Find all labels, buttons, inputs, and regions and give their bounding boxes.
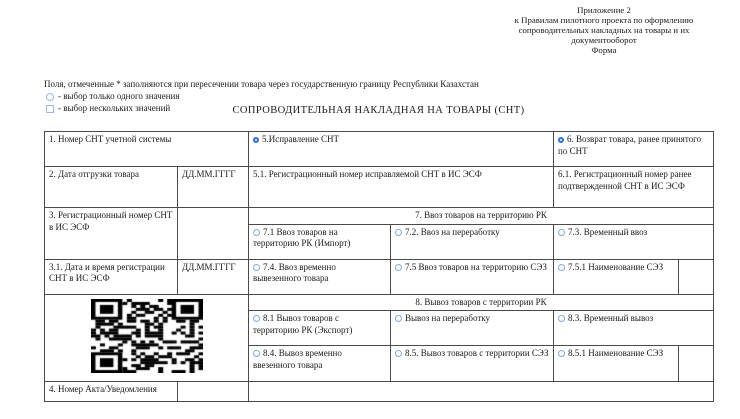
radio-circle-icon <box>46 93 54 101</box>
field-4-label-cell <box>45 382 178 402</box>
field-7-3-cell <box>554 224 714 259</box>
table-row <box>45 208 714 225</box>
field-3-label: 3. Регистрационный номер СНТ в ИС ЭСФ <box>49 210 173 232</box>
radio-7-1-import-icon[interactable] <box>253 229 260 236</box>
field-7-5-cell <box>391 259 554 294</box>
legend-single-choice-label: - выбор только одного значения <box>58 91 180 101</box>
field-5-cell <box>249 132 554 167</box>
field-7-2-label: 7.2. Ввоз на переработку <box>405 226 500 237</box>
legend-single-choice <box>44 91 704 102</box>
field-7-3-label: 7.3. Временный ввоз <box>568 226 648 237</box>
appendix-note-line: документооборот <box>571 35 637 45</box>
qr-cell <box>45 294 249 382</box>
field-3-1-label-cell <box>45 259 178 294</box>
field-2-label-cell <box>45 167 178 208</box>
field-7-1-cell <box>249 224 391 259</box>
field-4-value-cell <box>178 382 249 402</box>
field-7-4-label: 7.4. Ввоз временно вывезенного товара <box>253 261 336 283</box>
field-3-value-cell <box>178 208 249 260</box>
field-7-5-label: 7.5 Ввоз товаров на территорию СЭЗ <box>405 261 547 272</box>
field-8-2-label: Вывоз на переработку <box>405 313 491 323</box>
page-title: СОПРОВОДИТЕЛЬНАЯ НАКЛАДНАЯ НА ТОВАРЫ (СНТ) <box>232 105 525 116</box>
field-2-value-cell <box>178 167 249 208</box>
field-8-3-label: 8.3. Временный вывоз <box>568 313 654 323</box>
field-6-cell <box>554 132 714 167</box>
snt-form-table <box>44 131 714 402</box>
field-1-label: 1. Номер СНТ учетной системы <box>49 134 172 144</box>
radio-8-5-sez-icon[interactable] <box>395 350 402 357</box>
field-8-5-1-value-cell <box>679 346 714 382</box>
table-row <box>45 167 714 208</box>
appendix-note-line: сопроводительных накладных на товары и их <box>518 25 690 35</box>
field-3-label-cell <box>45 208 178 260</box>
field-3-1-value-cell <box>178 259 249 294</box>
field-8-5-cell <box>391 346 554 382</box>
field-6-1-label: 6.1. Регистрационный номер ранее подтвержденной СНТ в ИС ЭСФ <box>558 169 692 191</box>
table-row <box>45 382 714 402</box>
field-1-label-cell <box>45 132 249 167</box>
field-8-5-label: 8.5. Вывоз товаров с территории СЭЗ <box>405 348 549 358</box>
radio-7-5-sez-icon[interactable] <box>395 264 402 271</box>
field-8-1-cell <box>249 311 391 346</box>
qr-code <box>91 299 203 373</box>
table-row <box>45 132 714 167</box>
section-8-header-cell <box>249 294 714 311</box>
fields-note: Поля, отмеченные * заполняются при пересечении товара через государственную границу Республики Казахстан <box>44 79 479 89</box>
field-6-1-label-cell <box>554 167 714 208</box>
field-7-1-label: 7.1 Ввоз товаров на территорию РК (Импорт) <box>253 226 351 248</box>
field-3-1-value: ДД.ММ.ГГГГ <box>182 261 236 272</box>
field-5-1-label-cell <box>249 167 554 208</box>
field-8-5-1-cell <box>554 346 679 382</box>
field-8-5-1-label: 8.5.1 Наименование СЭЗ <box>568 348 664 358</box>
radio-8-3-temporary-icon[interactable] <box>558 315 565 322</box>
table-row <box>45 294 714 311</box>
table-row <box>45 259 714 294</box>
section-7-title: 7. Ввоз товаров на территорию РК <box>415 210 547 220</box>
field-7-2-cell <box>391 224 554 259</box>
radio-7-2-processing-icon[interactable] <box>395 229 402 236</box>
appendix-note-line: Форма <box>591 45 617 55</box>
field-4-wide-value-cell <box>249 382 714 402</box>
field-5-1-label: 5.1. Регистрационный номер исправляемой СНТ в ИС ЭСФ <box>253 169 482 179</box>
appendix-note <box>444 5 740 55</box>
field-2-value: ДД.ММ.ГГГГ <box>182 169 236 179</box>
radio-7-3-temporary-icon[interactable] <box>558 229 565 236</box>
field-8-4-cell <box>249 346 391 382</box>
field-6-label: 6. Возврат товара, ранее принятого по СНТ <box>558 134 702 156</box>
radio-7-5-1-sez-name-icon[interactable] <box>558 264 565 271</box>
field-4-label: 4. Номер Акта/Уведомления <box>49 384 157 394</box>
field-8-2-cell <box>391 311 554 346</box>
appendix-note-line: Приложение 2 <box>577 5 631 15</box>
field-2-label: 2. Дата отгрузки товара <box>49 169 140 179</box>
radio-8-1-export-icon[interactable] <box>253 315 260 322</box>
field-3-1-label: 3.1. Дата и время регистрации СНТ в ИС ЭСФ <box>49 261 165 283</box>
field-7-5-1-value-cell <box>679 259 714 294</box>
field-8-3-cell <box>554 311 714 346</box>
radio-5-correction-icon[interactable] <box>253 137 259 143</box>
field-7-5-1-cell <box>554 259 679 294</box>
appendix-note-line: к Правилам пилотного проекта по оформлению <box>514 15 694 25</box>
field-5-label: 5.Исправление СНТ <box>262 134 340 144</box>
radio-7-4-reimport-icon[interactable] <box>253 264 260 271</box>
radio-8-5-1-sez-name-icon[interactable] <box>558 350 565 357</box>
field-7-5-1-label: 7.5.1 Наименование СЭЗ <box>568 261 664 272</box>
section-7-header-cell <box>249 208 714 225</box>
field-8-1-label: 8.1 Вывоз товаров с территорию РК (Экспорт) <box>253 313 353 335</box>
radio-8-2-processing-icon[interactable] <box>395 315 402 322</box>
field-7-4-cell <box>249 259 391 294</box>
section-8-title: 8. Вывоз товаров с территории РК <box>415 296 547 307</box>
radio-8-4-reexport-icon[interactable] <box>253 350 260 357</box>
legend-multi-choice-label: - выбор нескольких значений <box>58 103 171 113</box>
radio-6-return-icon[interactable] <box>558 137 564 143</box>
field-8-4-label: 8.4. Вывоз временно ввезенного товара <box>253 348 342 370</box>
